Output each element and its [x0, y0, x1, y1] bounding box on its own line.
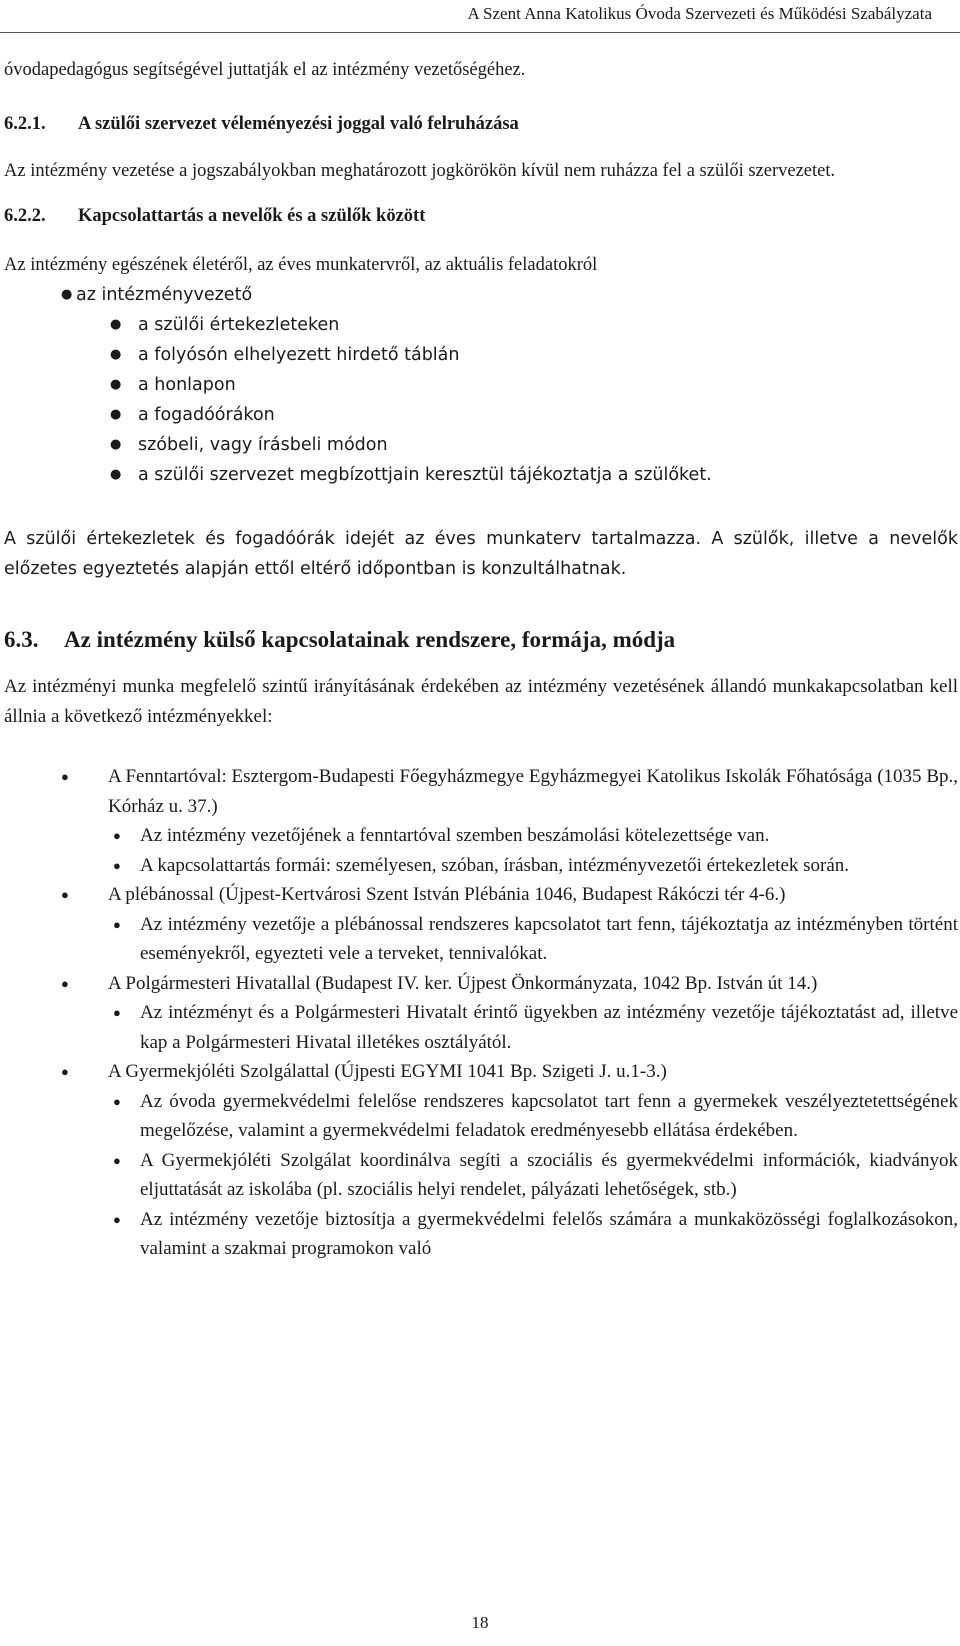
section-heading-6-2-2	[4, 202, 958, 231]
partner-item	[4, 1057, 958, 1264]
list-item: ● szóbeli, vagy írásbeli módon	[4, 430, 958, 460]
partner-list	[4, 762, 958, 1264]
section-title: Kapcsolattartás a nevelők és a szülők között	[78, 206, 426, 226]
partner-name: A Gyermekjóléti Szolgálattal (Újpesti EGYMI 1041 Bp. Szigeti J. u.1-3.)	[108, 1061, 667, 1082]
sub-item	[108, 1146, 958, 1205]
partner-sub-list	[108, 910, 958, 969]
list-item: ● a folyósón elhelyezett hirdető táblán	[4, 340, 958, 370]
sub-item-text: Az intézmény vezetője a plébánossal rendszeres kapcsolatot tart fenn, tájékoztatja az intézményben történt eseményekről, egyezteti vele a terveket, tennivalókat.	[140, 913, 958, 964]
page-body	[4, 56, 958, 1264]
section-6-2-1-text: Az intézmény vezetése a jogszabályokban meghatározott jogkörökön kívül nem ruházza fel a szülői szervezetet.	[4, 161, 836, 181]
section-number: 6.2.1.	[4, 114, 46, 134]
sub-item-text: Az intézményt és a Polgármesteri Hivatalt érintő ügyekben az intézmény vezetője tájékoztatást ad, illetve kap a Polgármesteri Hivatal illetékes osztályától.	[140, 1002, 958, 1053]
running-header: A Szent Anna Katolikus Óvoda Szervezeti és Működési Szabályzata	[467, 4, 932, 23]
section-heading-6-2-1	[4, 110, 958, 139]
partner-name: A plébánossal (Újpest-Kertvárosi Szent István Plébánia 1046, Budapest Rákóczi tér 4-6.)	[108, 884, 786, 905]
contact-list	[4, 280, 958, 490]
section-title: Az intézmény külső kapcsolatainak rendszere, formája, módja	[64, 627, 676, 652]
sub-item-text: Az intézmény vezetőjének a fenntartóval szemben beszámolási kötelezettsége van.	[140, 825, 770, 846]
sub-item-text: Az intézmény vezetője biztosítja a gyermekvédelmi felelős számára a munkaközösségi foglalkozásokon, valamint a szakmai programokon való	[140, 1208, 958, 1259]
intro-line: óvodapedagógus segítségével juttatják el az intézmény vezetőségéhez.	[4, 60, 526, 80]
list-item: ● a szülői szervezet megbízottjain keresztül tájékoztatja a szülőket.	[4, 460, 958, 490]
partner-sub-list	[108, 998, 958, 1057]
sub-item-text: A kapcsolattartás formái: személyesen, szóban, írásban, intézményvezetői értekezletek során.	[140, 854, 850, 876]
sub-item	[108, 1205, 958, 1264]
sub-item	[108, 910, 958, 969]
section-number: 6.3.	[4, 627, 39, 652]
partner-name: A Polgármesteri Hivatallal (Budapest IV. ker. Újpest Önkormányzata, 1042 Bp. István út 14.)	[108, 972, 818, 994]
section-title: A szülői szervezet véleményezési joggal való felruházása	[78, 114, 519, 134]
partner-name: A Fenntartóval: Esztergom-Budapesti Főegyházmegye Egyházmegyei Katolikus Iskolák Főhatósága (1035 Bp., Kórház u. 37.)	[108, 766, 958, 817]
sub-item-text: A Gyermekjóléti Szolgálat koordinálva segíti a szociális és gyermekvédelmi információk, kiadványok eljuttatását az iskolába (pl. szociális helyi rendelet, pályázati lehetőségek, stb.)	[140, 1149, 958, 1200]
sub-item	[108, 851, 958, 881]
section-number: 6.2.2.	[4, 206, 46, 226]
section-heading-6-3	[4, 625, 958, 655]
partner-item	[4, 969, 958, 1058]
list-item: ● a honlapon	[4, 370, 958, 400]
list-item: ● az intézményvezető	[4, 280, 958, 310]
partner-sub-list	[108, 821, 958, 880]
list-item: ● a szülői értekezleteken	[4, 310, 958, 340]
sub-item-text: Az óvoda gyermekvédelmi felelőse rendszeres kapcsolatot tart fenn a gyermekek veszélyeztetettségének megelőzése, valamint a gyermekvédelmi feladatok eredményesebb ellátása érdekében.	[140, 1090, 958, 1141]
sub-item	[108, 821, 958, 851]
sub-item	[108, 1087, 958, 1146]
partner-sub-list	[108, 1087, 958, 1264]
list-item: ● a fogadóórákon	[4, 400, 958, 430]
section-6-2-2-closing: A szülői értekezletek és fogadóórák idejét az éves munkaterv tartalmazza. A szülők, illetve a nevelők előzetes egyeztetés alapján ettől eltérő időpontban is konzultálhatnak.	[4, 529, 958, 579]
partner-item	[4, 762, 958, 880]
header-divider	[0, 32, 960, 33]
section-6-3-lead: Az intézményi munka megfelelő szintű irányításának érdekében az intézmény vezetésének állandó munkakapcsolatban kell állnia a következő intézményekkel:	[4, 676, 958, 727]
section-6-2-2-lead: Az intézmény egészének életéről, az éves munkatervről, az aktuális feladatokról	[4, 255, 598, 275]
page-number: 18	[471, 1613, 489, 1632]
sub-item	[108, 998, 958, 1057]
partner-item	[4, 880, 958, 969]
